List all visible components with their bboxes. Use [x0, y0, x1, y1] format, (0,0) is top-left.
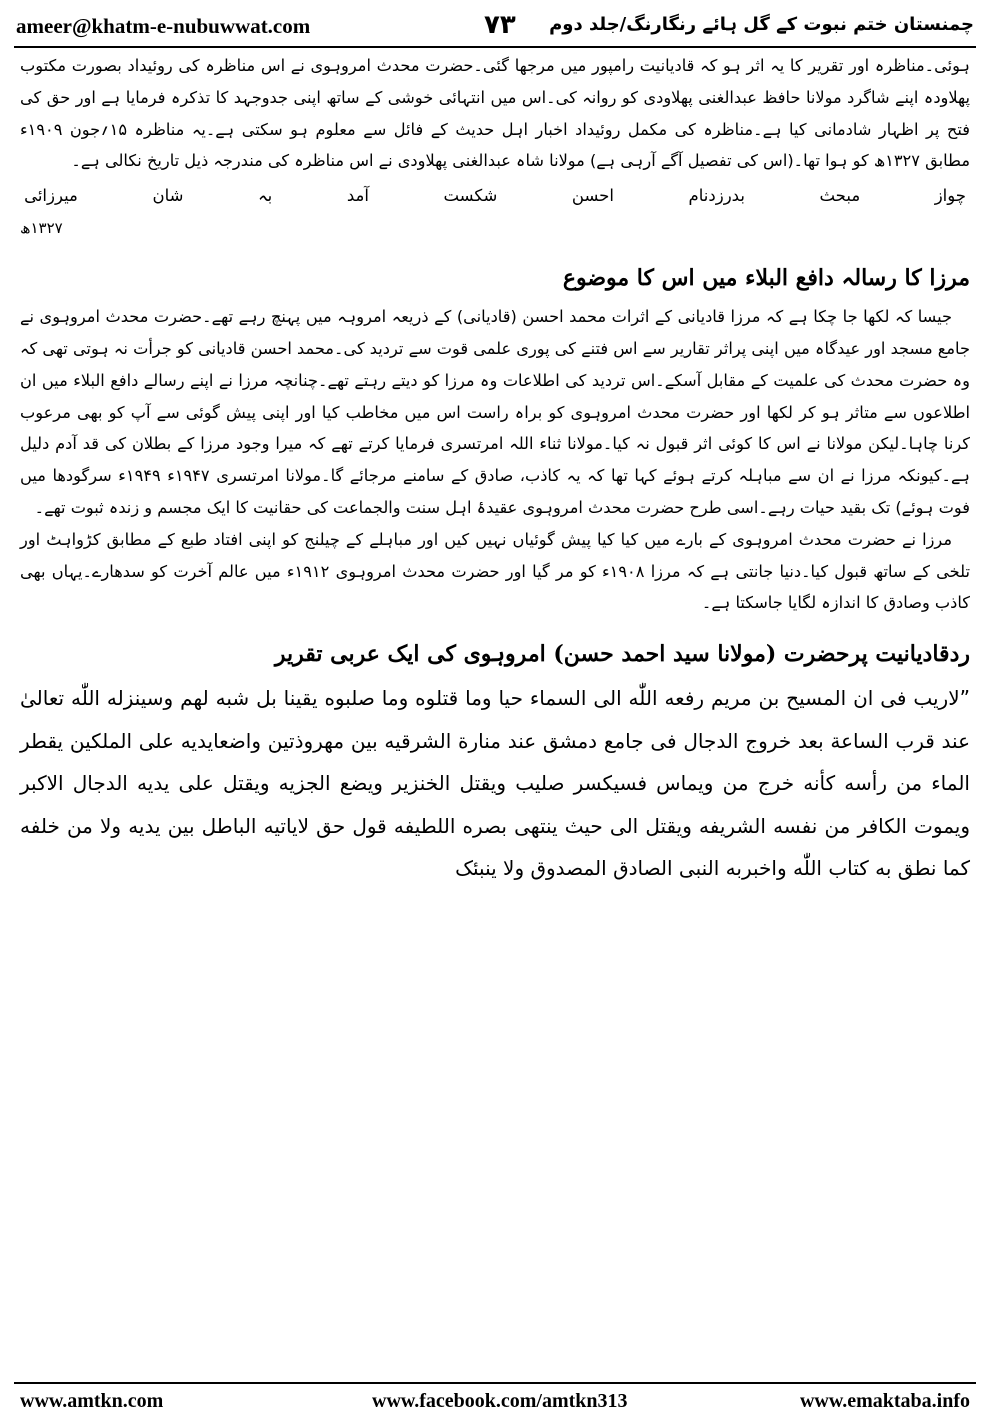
- verse-word: مبحث: [819, 186, 861, 206]
- section-heading-dafi-ul-bala: مرزا کا رسالہ دافع البلاء میں اس کا موضوع: [562, 265, 970, 292]
- intro-paragraph: ہوئی۔مناظرہ اور تقریر کا یہ اثر ہو کہ قادیانیت رامپور میں مرجھا گئی۔حضرت محدث امروہوی نے اس مناظرہ کی روئیداد بصورت مکتوب پھلاودہ اپنے شاگرد مولانا حافظ عبدالغنی پھلاودی کو روانہ کی۔اس میں انتہائی خوشی کے ساتھ اپنی جدوجہد کا تذکرہ فرمایا ہے اور حق کی فتح پر اظہار شادمانی کیا ہے۔مناظرہ کی مکمل روئیداد اخبار اہل حدیث کے فائل سے معلوم ہو سکتی ہے۔یہ مناظرہ ۱۵؍جون ۱۹۰۹ء مطابق ۱۳۲۷ھ کو ہوا تھا۔(اس کی تفصیل آگے آرہی ہے) مولانا شاہ عبدالغنی پھلاودی نے اس مناظرہ کی مندرجہ ذیل تاریخ نکالی ہے۔: [20, 56, 970, 171]
- footer-link-facebook[interactable]: www.facebook.com/amtkn313: [372, 1390, 628, 1412]
- verse-line: [20, 179, 970, 213]
- page-header: [14, 10, 976, 48]
- verse-word: میرزائی: [24, 186, 78, 206]
- page-footer: [14, 1382, 976, 1414]
- verse-word: آمد: [346, 186, 369, 206]
- book-title: چمنستان ختم نبوت کے گل ہائے رنگارنگ/جلد دوم: [549, 14, 974, 35]
- section1-paragraph: جیسا کہ لکھا جا چکا ہے کہ مرزا قادیانی کے اثرات محمد احسن (قادیانی) کے ذریعہ امروہہ میں پہنچ رہے تھے۔حضرت محدث امروہوی نے جامع مسجد اور عیدگاہ میں اپنی پراثر تقاریر سے اس فتنے کی پوری علمی قوت سے تردید کی۔محمد احسن قادیانی کو جرأت نہ ہوتی تھی کہ وہ حضرت محدث کی علمیت کے مقابل آسکے۔اس تردید کی اطلاعات وہ مرزا کو دیتے رہتے تھے۔چنانچہ مرزا نے اپنے رسالے دافع البلاء میں ان اطلاعوں سے متاثر ہو کر لکھا اور حضرت محدث امروہوی کو براہ راست اس میں مخاطب کیا اور اپنی پیش گوئی سے آپ کو بھی مرعوب کرنا چاہا۔لیکن مولانا نے اس کا کوئی اثر قبول نہ کیا۔مولانا ثناء اللہ امرتسری فرمایا کرتے تھے کہ میرا وجود مرزا کے بطلان کی قد آدم دلیل ہے۔کیونکہ مرزا نے ان سے مباہلہ کرتے ہوئے کہا تھا کہ یہ کاذب، صادق کے سامنے مرجائے گا۔مولانا امرتسری ۱۹۴۷ء ۱۹۴۹ء سرگودھا میں فوت ہوئے) تک بقید حیات رہے۔اسی طرح حضرت محدث امروہوی عقیدۂ اہل سنت والجماعت کی حقانیت کا ایک مجسم و زندہ ثبوت تھے۔: [20, 307, 971, 517]
- footer-link-emaktaba[interactable]: www.emaktaba.info: [799, 1390, 970, 1412]
- page-body: [20, 50, 970, 890]
- verse-year: ۱۳۲۷ھ: [20, 219, 63, 238]
- verse-word: شان: [152, 186, 184, 206]
- verse-word: شکست: [443, 186, 498, 206]
- footer-link-amtkn[interactable]: www.amtkn.com: [20, 1390, 164, 1412]
- verse-word: احسن: [571, 186, 614, 206]
- arabic-speech-text: ”لاریب فی ان المسیح بن مریم رفعه اللّٰه الی السماء حیا وما قتلوه وما صلبوه یقینا بل شبه لهم وسینزله اللّٰه تعالیٰ عند قرب الساعة بعد خروج الدجال فی جامع دمشق عند منارة الشرقیه بین مهروذتین واضعایدیه علی الملکین یقطر الماء من رأسه کأنه خرج من ویماس فسیکسر صلیب ویقتل الخنزیر ویضع الجزیه ویقتل علی یدیه الدجال الاکبر ویموت الکافر من نفسه الشریفه ویقتل الی حیث ینتهی بصره اللطیفه قول حق لایاتیه الباطل بین یدیه ولا من خلفه کما نطق به کتاب اللّٰه واخبربه النبی الصادق المصدوق ولا ینبئک: [20, 686, 970, 881]
- section1-paragraph: مرزا نے حضرت محدث امروہوی کے بارے میں کیا کیا پیش گوئیاں نہیں کیں اور مباہلے کے چیلنج کو اپنی افتاد طبع کے مطابق کڑواہٹ اور تلخی کے ساتھ قبول کیا۔دنیا جانتی ہے کہ مرزا ۱۹۰۸ء کو مر گیا اور حضرت محدث امروہوی ۱۹۱۲ء میں عالم آخرت کو سدھارے۔یہاں بھی کاذب وصادق کا اندازہ لگایا جاسکتا ہے۔: [20, 529, 970, 613]
- header-email: ameer@khatm-e-nubuwwat.com: [16, 14, 311, 38]
- verse-word: بہ: [258, 186, 273, 206]
- page-number: ۷۳: [484, 10, 516, 40]
- section-heading-arabic-speech: ردقادیانیت پرحضرت (مولانا سید احمد حسن) امروہوی کی ایک عربی تقریر: [274, 641, 970, 668]
- verse-year-line: [20, 213, 970, 243]
- verse-word: بدرزدنام: [688, 186, 745, 206]
- verse-word: چواز: [934, 186, 966, 206]
